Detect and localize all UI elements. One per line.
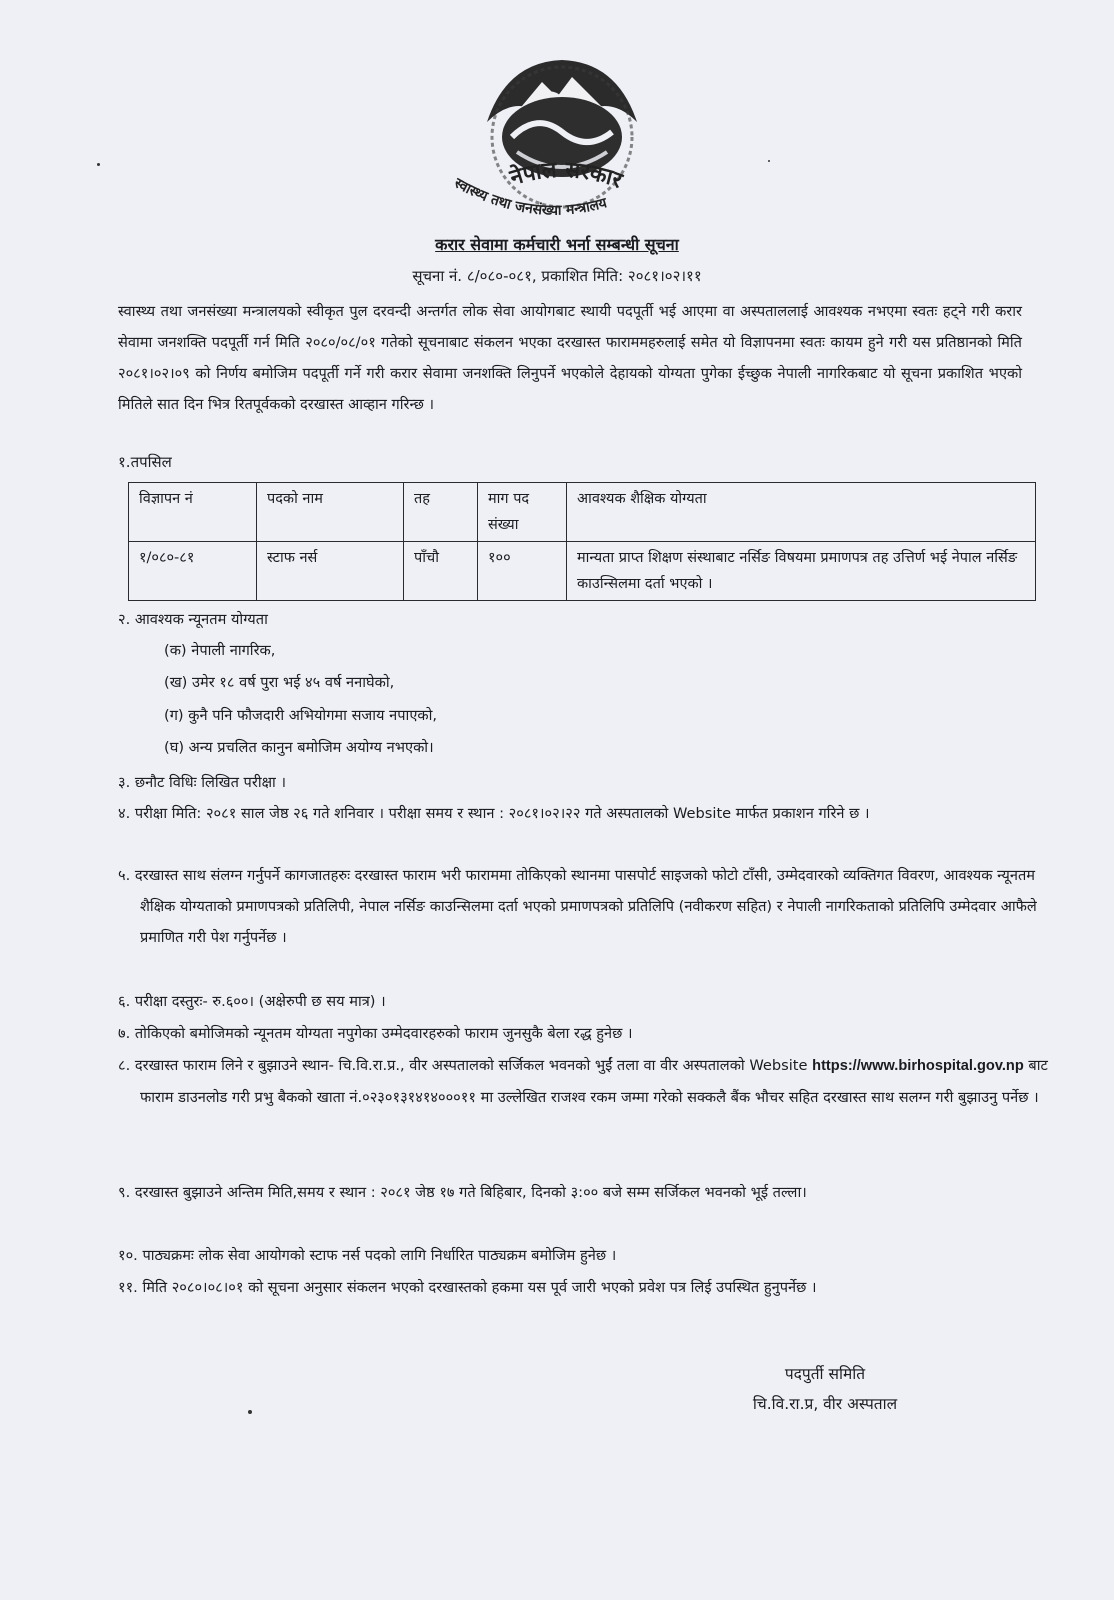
section-6-exam-fee: ६. परीक्षा दस्तुरः- रु.६००। (अक्षेरुपी छ सय मात्र) । xyxy=(118,993,386,1010)
eligibility-item: (क) नेपाली नागरिक, xyxy=(164,642,276,659)
signatory-committee: पदपुर्ती समिति xyxy=(784,1365,866,1383)
section-3-selection-method: ३. छनौट विधिः लिखित परीक्षा । xyxy=(118,774,287,791)
section-8-text: ८. दरखास्त फाराम लिने र बुझाउने स्थान- चि.वि.रा.प्र., वीर अस्पतालको सर्जिकल भवनको भुईं तला वा वीर अस्पतालको Website xyxy=(118,1057,808,1074)
svg-text:स्वास्थ्य तथा जनसंख्या मन्त्रा: स्वास्थ्य तथा जनसंख्या मन्त्रालय xyxy=(451,175,609,219)
scan-speck xyxy=(97,163,100,166)
cell-ad-no: १/०८०-८१ xyxy=(129,542,257,601)
notice-number-date: सूचना नं. ८/०८०-०८१, प्रकाशित मिति: २०८१।०२।११ xyxy=(412,267,702,285)
col-header-qualification: आवश्यक शैक्षिक योग्यता xyxy=(567,483,1036,542)
section-2-title: २. आवश्यक न्यूनतम योग्यता xyxy=(118,611,268,628)
cell-post-name: स्टाफ नर्स xyxy=(257,542,404,601)
scan-speck xyxy=(768,160,770,162)
section-8-text-continued: बाट फाराम डाउनलोड गरी प्रभु बैकको खाता नं.०२३०१३१४१४०००११ मा उल्लेखित राजश्व रकम जम्मा गरेको सक्कलै बैंक भौचर सहित दरखास्त साथ सलग्न गरी बुझाउनु पर्नेछ । xyxy=(140,1057,1048,1106)
eligibility-item: (ख) उमेर १८ वर्ष पुरा भई ४५ वर्ष ननाघेको, xyxy=(164,674,395,691)
eligibility-item: (घ) अन्य प्रचलित कानुन बमोजिम अयोग्य नभएको। xyxy=(164,739,434,756)
col-header-post-name: पदको नाम xyxy=(257,483,404,542)
col-header-ad-no: विज्ञापन नं xyxy=(129,483,257,542)
hospital-website-link[interactable]: https://www.birhospital.gov.np xyxy=(812,1058,1024,1074)
signatory-hospital: चि.वि.रा.प्र, वीर अस्पताल xyxy=(752,1395,898,1413)
notice-title: करार सेवामा कर्मचारी भर्ना सम्बन्धी सूचना xyxy=(435,235,679,254)
section-5-required-documents: ५. दरखास्त साथ संलग्न गर्नुपर्ने कागजातहरुः दरखास्त फाराम भरी फाराममा तोकिएको स्थानमा पासपोर्ट साइजको फोटो टाँसी, उम्मेदवारको व्यक्तिगत विवरण, आवश्यक न्यूनतम शैक्षिक योग्यताको प्रमाणपत्रको प्रतिलिपी, नेपाल नर्सिङ काउन्सिलमा दर्ता भएको प्रमाणपत्रको प्रतिलिपि (नवीकरण सहित) र नेपाली नागरिकताको प्रतिलिपि उम्मेदवार आफैले प्रमाणित गरी पेश गर्नुपर्नेछ । xyxy=(118,867,1037,946)
section-8-application-location xyxy=(118,1050,1060,1113)
section-1-label: १.तपसिल xyxy=(118,453,172,471)
section-10-syllabus: १०. पाठ्यक्रमः लोक सेवा आयोगको स्टाफ नर्स पदको लागि निर्धारित पाठ्यक्रम बमोजिम हुनेछ । xyxy=(118,1247,617,1264)
intro-paragraph: स्वास्थ्य तथा जनसंख्या मन्त्रालयको स्वीकृत पुल दरवन्दी अन्तर्गत लोक सेवा आयोगबाट स्थायी पदपूर्ती भई आएमा वा अस्पताललाई आवश्यक नभएमा स्वतः हट्ने गरी करार सेवामा जनशक्ति पदपूर्ती गर्न मिति २०८०/०८/०१ गतेको सूचनाबाट संकलन भएका दरखास्त फाराममहरुलाई समेत यो विज्ञापनमा स्वतः कायम हुने गरी यस प्रतिष्ठानको मिति २०८१।०२।०९ को निर्णय बमोजिम पदपूर्ती गर्ने गरी करार सेवामा जनशक्ति लिनुपर्ने भएकोले देहायको योग्यता पुगेका ईच्छुक नेपाली नागरिकबाट यो सूचना प्रकाशित भएको मितिले सात दिन भित्र रितपूर्वकको दरखास्त आव्हान गरिन्छ । xyxy=(118,303,1022,413)
svg-text:नेपाल सरकार: नेपाल सरकार xyxy=(507,157,626,194)
vacancy-table xyxy=(128,482,1036,601)
vacancy-table-header-row xyxy=(129,483,1036,542)
government-emblem-seal xyxy=(447,52,677,252)
scan-speck xyxy=(248,1410,252,1414)
cell-post-count: १०० xyxy=(478,542,567,601)
col-header-level: तह xyxy=(404,483,478,542)
col-header-post-count: माग पद संख्या xyxy=(478,483,567,542)
cell-level: पाँचौ xyxy=(404,542,478,601)
cell-qualification: मान्यता प्राप्त शिक्षण संस्थाबाट नर्सिङ विषयमा प्रमाणपत्र तह उत्तिर्ण भई नेपाल नर्सिङ काउन्सिलमा दर्ता भएको । xyxy=(567,542,1036,601)
eligibility-item: (ग) कुनै पनि फौजदारी अभियोगमा सजाय नपाएको, xyxy=(164,707,438,724)
table-row xyxy=(129,542,1036,601)
section-7-rejection-note: ७. तोकिएको बमोजिमको न्यूनतम योग्यता नपुगेका उम्मेदवारहरुको फाराम जुनसुकै बेला रद्ध हुनेछ । xyxy=(118,1025,633,1042)
section-11-admit-card-note: ११. मिति २०८०।०८।०१ को सूचना अनुसार संकलन भएको दरखास्तको हकमा यस पूर्व जारी भएको प्रवेश पत्र लिई उपस्थित हुनुपर्नेछ । xyxy=(118,1279,817,1296)
section-4-exam-date: ४. परीक्षा मिति: २०८१ साल जेष्ठ २६ गते शनिवार । परीक्षा समय र स्थान : २०८१।०२।२२ गते अस्पतालको Website मार्फत प्रकाशन गरिने छ । xyxy=(118,805,870,822)
section-9-deadline: ९. दरखास्त बुझाउने अन्तिम मिति,समय र स्थान : २०८१ जेष्ठ १७ गते बिहिबार, दिनको ३:०० बजे सम्म सर्जिकल भवनको भूई तल्ला। xyxy=(118,1184,807,1201)
